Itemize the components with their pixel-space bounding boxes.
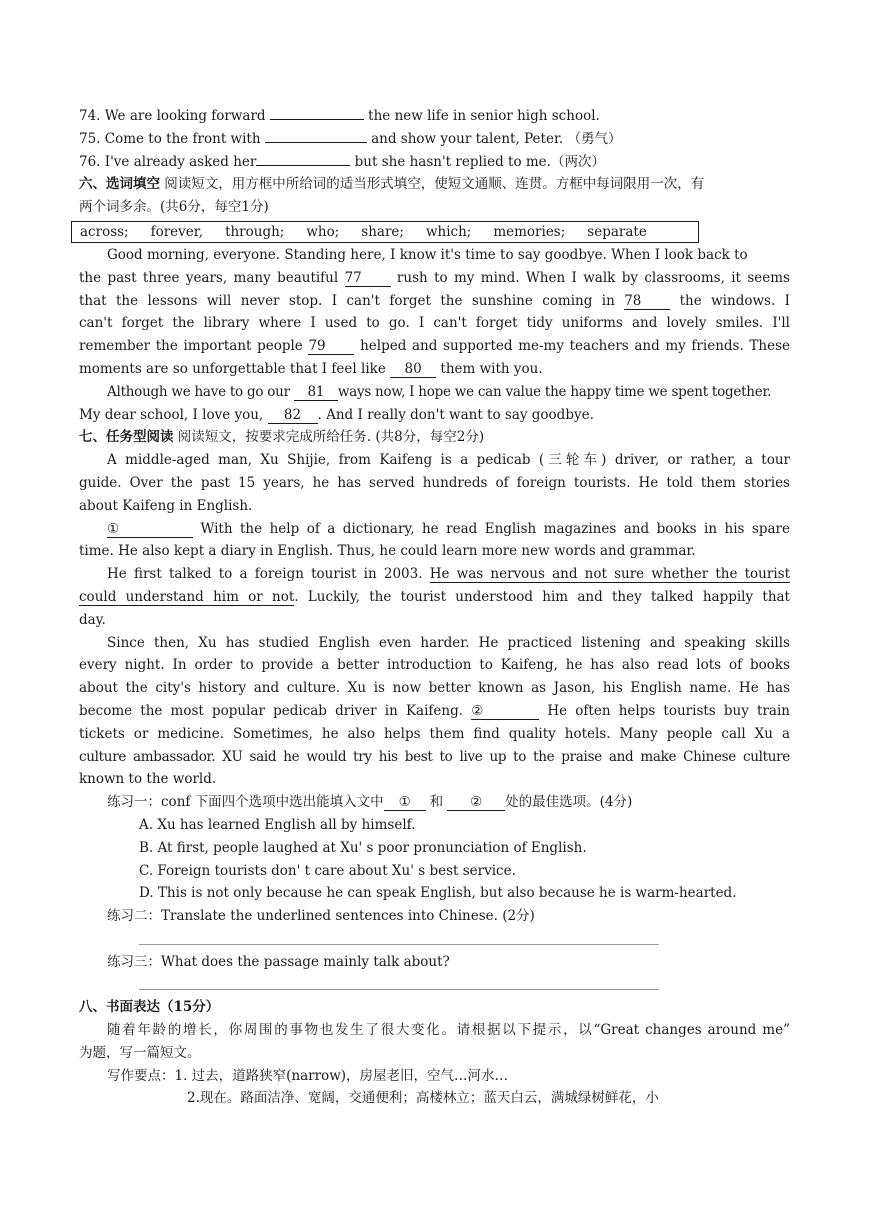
- word-option: which;: [425, 223, 472, 240]
- writing-prompt: 为题，写一篇短文。: [79, 1044, 201, 1061]
- passage-line: My dear school, I love you, 82 . And I really don't want to say goodbye.: [79, 406, 594, 423]
- word-option: forever,: [150, 223, 204, 240]
- exam-page: [79, 105, 790, 1110]
- passage-line: about Kaifeng in English.: [79, 497, 253, 514]
- passage-line: ① With the help of a dictionary, he read English magazines and books in his spare: [107, 520, 790, 537]
- blank-81[interactable]: 81: [294, 385, 338, 401]
- exercise-1: 练习一：conf 下面四个选项中选出能填入文中 ① 和 ② 处的最佳选项。(4分): [107, 794, 633, 811]
- passage-line: Since then, Xu has studied English even harder. He practiced listening and speaking skills: [107, 634, 790, 651]
- writing-point: 2.现在。路面洁净、宽阔，交通便利；高楼林立；蓝天白云，满城绿树鲜花，小: [187, 1090, 659, 1107]
- exercise-3-answer-line[interactable]: [79, 973, 790, 996]
- passage-line: time. He also kept a diary in English. Thus, he could learn more new words and grammar.: [79, 543, 696, 560]
- exercise-3: 练习三：What does the passage mainly talk about?: [107, 953, 450, 970]
- blank-77[interactable]: 77: [345, 271, 391, 287]
- blank-82[interactable]: 82: [268, 408, 318, 424]
- question-74: 74. We are looking forward the new life in senior high school.: [79, 108, 600, 124]
- underlined-sentence: He was nervous and not sure whether the tourist: [429, 566, 790, 583]
- answer-blank[interactable]: [270, 119, 364, 120]
- question-76: 76. I've already asked her but she hasn't replied to me.（两次）: [79, 153, 605, 170]
- passage-line: culture ambassador. XU said he would try his best to live up to the praise and make Chinese culture: [79, 748, 790, 765]
- word-box: [71, 221, 699, 243]
- blank-1[interactable]: ①: [107, 522, 193, 538]
- section-8-title: 八、书面表达（15分）: [79, 999, 220, 1016]
- answer-blank[interactable]: [265, 142, 367, 143]
- option-b: B. At first, people laughed at Xu' s poor pronunciation of English.: [139, 839, 587, 856]
- passage-line: the past three years, many beautiful 77 rush to my mind. When I walk by classrooms, it seems: [79, 269, 790, 286]
- writing-point: 写作要点：1. 过去，道路狭窄(narrow)，房屋老旧，空气…河水…: [107, 1067, 509, 1084]
- section-6-title: 六、选词填空: [79, 176, 160, 193]
- option-a: A. Xu has learned English all by himself.: [139, 816, 416, 833]
- section-6-instructions-cont: 两个词多余。(共6分，每空1分): [79, 199, 269, 216]
- passage-line: remember the important people 79 helped and supported me-my teachers and my friends. These: [79, 338, 790, 355]
- passage-line: that the lessons will never stop. I can't forget the sunshine coming in 78 the windows. I: [79, 292, 790, 309]
- word-option: memories;: [493, 223, 566, 240]
- passage-line: every night. In order to provide a better introduction to Kaifeng, he has also read lots of books: [79, 657, 790, 674]
- passage-line: tickets or medicine. Sometimes, he also helps them find quality hotels. Many people call Xu a: [79, 725, 790, 742]
- exercise-2: 练习二：Translate the underlined sentences into Chinese. (2分): [107, 908, 535, 925]
- blank-78[interactable]: 78: [624, 294, 670, 310]
- section-7-instructions: 七、任务型阅读 阅读短文，按要求完成所给任务. (共8分，每空2分): [79, 429, 485, 446]
- passage-line: A middle-aged man, Xu Shijie, from Kaifeng is a pedicab (三轮车) driver, or rather, a tour: [107, 452, 790, 469]
- passage-line: He first talked to a foreign tourist in 2003. He was nervous and not sure whether the tourist: [107, 566, 790, 583]
- passage-line: known to the world.: [79, 771, 217, 788]
- passage-line: become the most popular pedicab driver in Kaifeng. ② He often helps tourists buy train: [79, 702, 790, 719]
- underlined-sentence: could understand him or not: [79, 588, 295, 605]
- blank-2[interactable]: ②: [471, 704, 539, 720]
- question-75: 75. Come to the front with and show your talent, Peter. （勇气）: [79, 130, 622, 147]
- option-c: C. Foreign tourists don' t care about Xu' s best service.: [139, 862, 516, 879]
- word-option: share;: [361, 223, 404, 240]
- word-option: separate: [587, 223, 647, 240]
- passage-line: day.: [79, 611, 106, 628]
- ref-blank-1: ①: [384, 795, 426, 811]
- exercise-2-answer-line[interactable]: [79, 928, 790, 951]
- ref-blank-2: ②: [447, 795, 505, 811]
- blank-79[interactable]: 79: [308, 339, 354, 355]
- section-7-title: 七、任务型阅读: [79, 429, 174, 446]
- option-d: D. This is not only because he can speak English, but also because he is warm-hearted.: [139, 885, 737, 902]
- passage-line: moments are so unforgettable that I feel like 80 them with you.: [79, 360, 543, 377]
- passage-line: Good morning, everyone. Standing here, I know it's time to say goodbye. When I look back to: [107, 246, 748, 263]
- word-option: who;: [306, 223, 340, 240]
- answer-blank[interactable]: [256, 165, 350, 166]
- passage-line: about the city's history and culture. Xu is now better known as Jason, his English name. He has: [79, 680, 790, 697]
- word-option: through;: [225, 223, 285, 240]
- section-6-instructions: 六、选词填空 阅读短文，用方框中所给词的适当形式填空，使短文通顺、连贯。方框中每词限用一次，有: [79, 176, 705, 193]
- passage-line: can't forget the library where I used to go. I can't forget tidy uniforms and lovely smiles. I'll: [79, 315, 790, 332]
- word-option: across;: [80, 223, 129, 240]
- passage-line: Although we have to go our 81 ways now, I hope we can value the happy time we spent together.: [107, 383, 772, 400]
- writing-prompt: 随着年龄的增长，你周围的事物也发生了很大变化。请根据以下提示，以“Great changes around me”: [107, 1022, 790, 1039]
- blank-80[interactable]: 80: [390, 362, 436, 378]
- passage-line: could understand him or not. Luckily, the tourist understood him and they talked happily that: [79, 588, 790, 605]
- passage-line: guide. Over the past 15 years, he has served hundreds of foreign tourists. He told them stories: [79, 474, 790, 491]
